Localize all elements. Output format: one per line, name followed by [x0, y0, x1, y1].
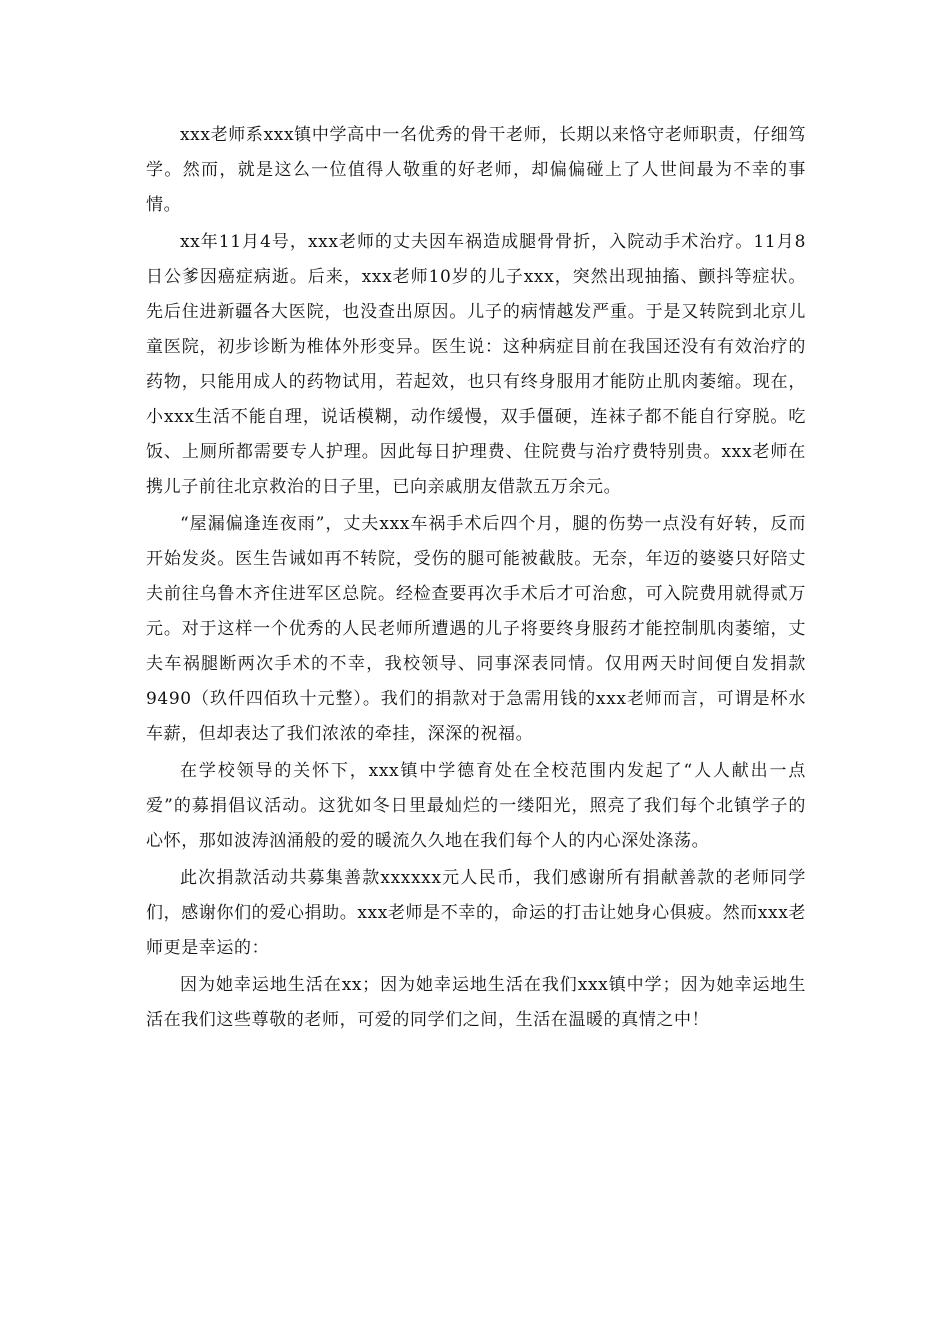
- paragraph-3: “屋漏偏逢连夜雨”，丈夫xxx车祸手术后四个月，腿的伤势一点没有好转，反而开始发炎。医生告诫如再不转院，受伤的腿可能被截肢。无奈，年迈的婆婆只好陪丈夫前往乌鲁木齐住进军区总院。经检查要再次手术后才可治愈，可入院费用就得贰万元。对于这样一个优秀的人民老师所遭遇的儿子将要终身服药才能控制肌肉萎缩，丈夫车祸腿断两次手术的不幸，我校领导、同事深表同情。仅用两天时间便自发捐款9490（玖仟四佰玖十元整）。我们的捐款对于急需用钱的xxx老师而言，可谓是杯水车薪，但却表达了我们浓浓的牵挂，深深的祝福。: [146, 514, 806, 744]
- paragraph-2: xx年11月4号，xxx老师的丈夫因车祸造成腿骨骨折，入院动手术治疗。11月8日公爹因癌症病逝。后来，xxx老师10岁的儿子xxx，突然出现抽搐、颤抖等症状。先后住进新疆各大医院，也没查出原因。儿子的病情越发严重。于是又转院到北京儿童医院，初步诊断为椎体外形变异。医生说：这种病症目前在我国还没有有效治疗的药物，只能用成人的药物试用，若起效，也只有终身服用才能防止肌肉萎缩。现在，小xxx生活不能自理，说话模糊，动作缓慢，双手僵硬，连袜子都不能自行穿脱。吃饭、上厕所都需要专人护理。因此每日护理费、住院费与治疗费特别贵。xxx老师在携儿子前往北京救治的日子里，已向亲戚朋友借款五万余元。: [146, 232, 806, 497]
- paragraph-4: 在学校领导的关怀下，xxx镇中学德育处在全校范围内发起了“人人献出一点爱”的募捐倡议活动。这犹如冬日里最灿烂的一缕阳光，照亮了我们每个北镇学子的心怀，那如波涛汹涌般的爱的暖流久久地在我们每个人的内心深处涤荡。: [146, 761, 806, 851]
- paragraph-5: 此次捐款活动共募集善款xxxxxx元人民币，我们感谢所有捐献善款的老师同学们，感谢你们的爱心捐助。xxx老师是不幸的，命运的打击让她身心俱疲。然而xxx老师更是幸运的：: [146, 868, 806, 958]
- paragraph-6: 因为她幸运地生活在xx；因为她幸运地生活在我们xxx镇中学；因为她幸运地生活在我们这些尊敬的老师，可爱的同学们之间，生活在温暖的真情之中！: [146, 975, 806, 1030]
- paragraph-1: xxx老师系xxx镇中学高中一名优秀的骨干老师，长期以来恪守老师职责，仔细笃学。然而，就是这么一位值得人敬重的好老师，却偏偏碰上了人世间最为不幸的事情。: [146, 125, 806, 215]
- document-body: [146, 118, 806, 1038]
